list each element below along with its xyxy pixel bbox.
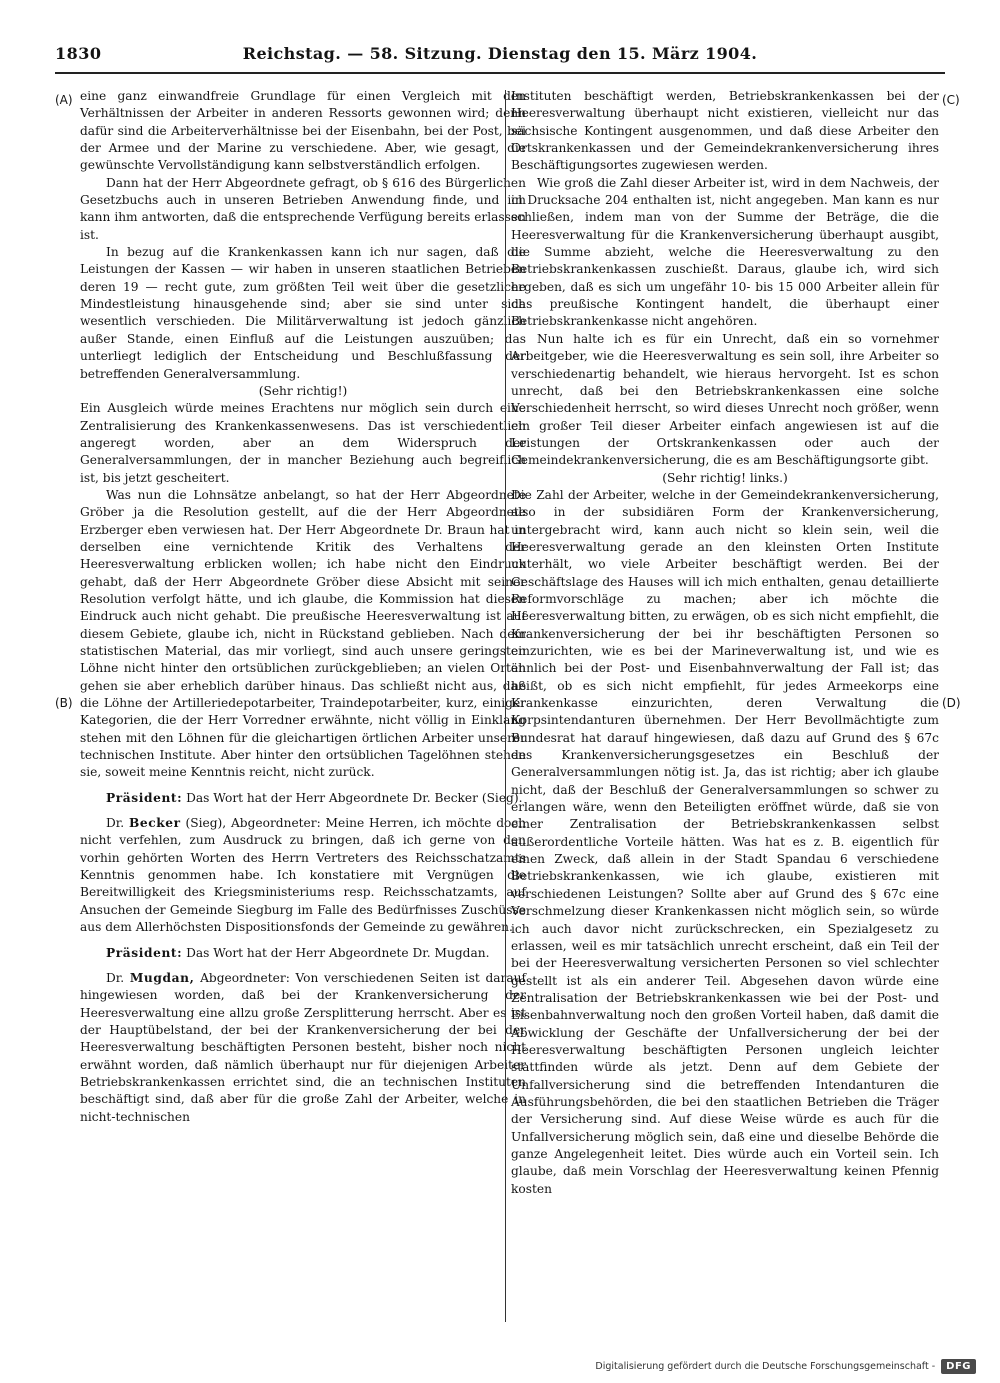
- speaker-name: Mugdan,: [129, 970, 195, 985]
- column-divider: [505, 90, 506, 1322]
- interjection: (Sehr richtig!): [258, 383, 348, 398]
- interjection: (Sehr richtig! links.): [662, 470, 788, 485]
- dfg-logo-icon: DFG: [941, 1359, 976, 1374]
- speech-president: [80, 945, 526, 962]
- paragraph: Instituten beschäftigt werden, Betriebskrankenkassen bei der Heeresverwaltung überhaupt nicht existieren, vielleicht nur das sächsische Kontingent ausgenommen, und daß diese Arbeiter den Ortskrankenkassen und der Gemeindekrankenversicherung ihres Beschäftigungsortes zugewiesen werden.: [511, 89, 939, 173]
- speech-text: (Sieg), Abgeordneter: Meine Herren, ich möchte doch nicht verfehlen, zum Ausdruck zu bringen, daß ich gerne von den vorhin gehörten Worten des Herrn Vertreters des Reichsschatzamts Kenntnis genommen habe. Ich konstatiere mit Vergnügen die Bereitwilligkeit des Kriegsministeriums resp. Reichsschatzamts, auf Ansuchen der Gemeinde Siegburg im Falle des Bedürfnisses Zuschüsse aus dem Allerhöchsten Dispositionsfonds der Gemeinde zu gewähren.: [80, 816, 527, 935]
- speech-text: Abgeordneter: Von verschiedenen Seiten ist darauf hingewiesen worden, daß bei der Krankenversicherung der Heeresverwaltung eine allzu große Zersplitterung herrscht. Aber es ist der Hauptübelstand, der bei der Krankenversicherung der bei der Heeresverwaltung beschäftigten Personen besteht, bisher noch nicht erwähnt worden, daß nämlich überhaupt nur für diejenigen Arbeiter Betriebskrankenkassen errichtet sind, die an technischen Instituten beschäftigt sind, daß aber für die große Zahl der Arbeiter, welche in nicht-technischen: [80, 970, 526, 1124]
- speaker-name: Präsident:: [106, 790, 183, 805]
- margin-mark-a: (A): [55, 93, 73, 107]
- speech-mugdan: [80, 970, 526, 1126]
- margin-mark-d: (D): [942, 696, 961, 710]
- paragraph: Was nun die Lohnsätze anbelangt, so hat der Herr Abgeordnete Gröber ja die Resolution gestellt, auf die der Herr Abgeordnete Erzberger eben verwiesen hat. Der Herr Abgeordnete Dr. Braun hat in derselben eine vernichtende Kritik des Verhaltens der Heeresverwaltung erblicken wollen; ich habe nicht den Eindruck gehabt, daß der Herr Abgeordnete Gröber diese Absicht mit seiner Resolution verfolgt hätte, und ich glaube, die Kommission hat diesen Eindruck auch nicht gehabt. Die preußische Heeresverwaltung ist auf diesem Gebiete, glaube ich, nicht in Rückstand geblieben. Nach dem statistischen Material, das mir vorliegt, sind auch unsere geringsten Löhne nicht hinter den ortsüblichen zurückgeblieben; an vielen Orten gehen sie aber erheblich darüber hinaus. Das schließt nicht aus, daß die Löhne der Artilleriedepotarbeiter, Traindepotarbeiter, kurz, einiger Kategorien, die der Herr Vorredner erwähnte, nicht völlig in Einklang stehen mit den Löhnen für die gleichartigen örtlichen Arbeiter unserer technischen Institute. Aber hinter den ortsüblichen Tagelöhnen stehen sie, soweit meine Kenntnis reicht, nicht zurück.: [80, 487, 526, 780]
- speaker-title: Dr.: [106, 970, 125, 985]
- paragraph: Nun halte ich es für ein Unrecht, daß ein so vornehmer Arbeitgeber, wie die Heeresverwaltung es sein soll, ihre Arbeiter so verschiedenartig behandelt, wie hieraus hervorgeht. Ist es schon unrecht, daß bei den Betriebskrankenkassen eine solche Verschiedenheit herrscht, so wird dieses Unrecht noch größer, wenn ein großer Teil dieser Arbeiter einfach angewiesen ist auf die Leistungen der Ortskrankenkassen oder auch der Gemeindekrankenversicherung, die es am Beschäftigungsorte gibt.: [511, 331, 939, 468]
- speech-becker: [80, 815, 526, 936]
- paragraph: In bezug auf die Krankenkassen kann ich nur sagen, daß die Leistungen der Kassen — wir haben in unseren staatlichen Betrieben deren 19 — recht gute, zum größten Teil weit über die gesetzliche Mindestleistung hinausgehende sind; aber sie sind unter sich wesentlich verschieden. Die Militärverwaltung ist jedoch gänzlich außer Stande, einen Einfluß auf die Leistungen auszuüben; das unterliegt lediglich der Entscheidung und Beschlußfassung der betreffenden Generalversammlung.: [80, 245, 526, 381]
- digitization-footer: [595, 1356, 976, 1376]
- speaker-title: Dr.: [106, 816, 125, 831]
- paragraph: Dann hat der Herr Abgeordnete gefragt, ob § 616 des Bürgerlichen Gesetzbuchs auch in unseren Betrieben Anwendung finde, und ich kann ihm antworten, daß die entsprechende Verfügung bereits erlassen ist.: [80, 175, 526, 242]
- speech-president: [80, 790, 526, 807]
- margin-mark-c: (C): [942, 93, 960, 107]
- paragraph: Ein Ausgleich würde meines Erachtens nur möglich sein durch eine Zentralisierung des Krankenkassenwesens. Das ist verschiedentlich angeregt worden, aber an dem Widerspruch der Generalversammlungen, der in mancher Beziehung auch begreiflich ist, bis jetzt gescheitert.: [80, 401, 526, 485]
- speaker-name: Präsident:: [106, 945, 183, 960]
- right-column: [511, 88, 939, 1198]
- paragraph: eine ganz einwandfreie Grundlage für einen Vergleich mit den Verhältnissen der Arbeiter in anderen Ressorts gewonnen wird; denn dafür sind die Arbeiterverhältnisse bei der Eisenbahn, bei der Post, bei der Armee und der Marine zu verschiedene. Aber, wie gesagt, die gewünschte Vervollständigung kann selbstverständlich erfolgen.: [80, 89, 526, 173]
- running-title: Reichstag. — 58. Sitzung. Dienstag den 15. März 1904.: [242, 44, 758, 63]
- speech-text: Das Wort hat der Herr Abgeordnete Dr. Mugdan.: [186, 945, 490, 960]
- page-header: [55, 44, 945, 74]
- page-number: 1830: [55, 44, 102, 63]
- speech-text: Das Wort hat der Herr Abgeordnete Dr. Becker (Sieg).: [186, 790, 523, 805]
- speaker-name: Becker: [128, 816, 181, 831]
- footer-text: Digitalisierung gefördert durch die Deutsche Forschungsgemeinschaft -: [595, 1360, 936, 1372]
- left-column: [80, 88, 526, 1126]
- margin-mark-b: (B): [55, 696, 73, 710]
- paragraph: Die Zahl der Arbeiter, welche in der Gemeindekrankenversicherung, also in der subsidiären Form der Krankenversicherung, untergebracht wird, kann auch nicht so klein sein, weil die Heeresverwaltung gerade an den kleinsten Orten Institute unterhält, wo viele Arbeiter beschäftigt werden. Bei der Geschäftslage des Hauses will ich mich enthalten, genau detaillierte Reformvorschläge zu machen; aber ich möchte die Heeresverwaltung bitten, zu erwägen, ob es sich nicht empfiehlt, die Krankenversicherung der bei ihr beschäftigten Personen so einzurichten, wie es bei der Marineverwaltung ist, und wie es ähnlich bei der Post- und Eisenbahnverwaltung der Fall ist; das heißt, ob es sich nicht empfiehlt, für jedes Armeekorps eine Krankenkasse einzurichten, deren Verwaltung die Korpsintendanturen übernehmen. Der Herr Bevollmächtigte zum Bundesrat hat darauf hingewiesen, daß dazu auf Grund des § 67c des Krankenversicherungsgesetzes ein Beschluß der Generalversammlungen nötig ist. Ja, das ist richtig; aber ich glaube nicht, daß der Beschluß der Generalversammlungen so schwer zu erlangen wäre, wenn den Beteiligten eröffnet würde, daß sie von einer Zentralisation der Betriebskrankenkassen selbst außerordentliche Vorteile hätten. Was hat es z. B. eigentlich für einen Zweck, daß allein in der Stadt Spandau 6 verschiedene Betriebskrankenkassen, wie ich glaube, existieren mit verschiedenen Leistungen? Sollte aber auf Grund des § 67c eine Verschmelzung dieser Krankenkassen nicht möglich sein, so würde ich auch davor nicht zurückschrecken, ein Spezialgesetz zu erlassen, weil es mir tatsächlich unrecht erscheint, daß ein Teil der bei der Heeresverwaltung versicherten Personen so viel schlechter gestellt ist als ein anderer Teil. Abgesehen davon würde eine Zentralisation der Betriebskrankenkassen wie bei der Post- und Eisenbahnverwaltung noch den großen Vorteil haben, daß damit die Abwicklung der Geschäfte der Unfallversicherung der bei der Heeresverwaltung beschäftigten Personen ungleich leichter stattfinden würde als jetzt. Denn auf dem Gebiete der Unfallversicherung sind die betreffenden Intendanturen die Ausführungsbehörden, die bei den staatlichen Betrieben die Träger der Versicherung sind. Auf diese Weise würde es auch für die Unfallversicherung möglich sein, daß eine und dieselbe Behörde die ganze Angelegenheit leitet. Dies würde auch ein Vorteil sein. Ich glaube, daß mein Vorschlag der Heeresverwaltung keinen Pfennig kosten: [511, 487, 939, 1196]
- paragraph: Wie groß die Zahl dieser Arbeiter ist, wird in dem Nachweis, der in Drucksache 204 enthalten ist, nicht angegeben. Man kann es nur schließen, indem man von der Summe der Beträge, die die Heeresverwaltung für die Krankenversicherung überhaupt ausgibt, die Summe abzieht, welche die Heeresverwaltung zu den Betriebskrankenkassen zuschießt. Daraus, glaube ich, wird sich ergeben, daß es sich um ungefähr 10- bis 15 000 Arbeiter allein für das preußische Kontingent handelt, die überhaupt einer Betriebskrankenkasse nicht angehören.: [511, 175, 939, 329]
